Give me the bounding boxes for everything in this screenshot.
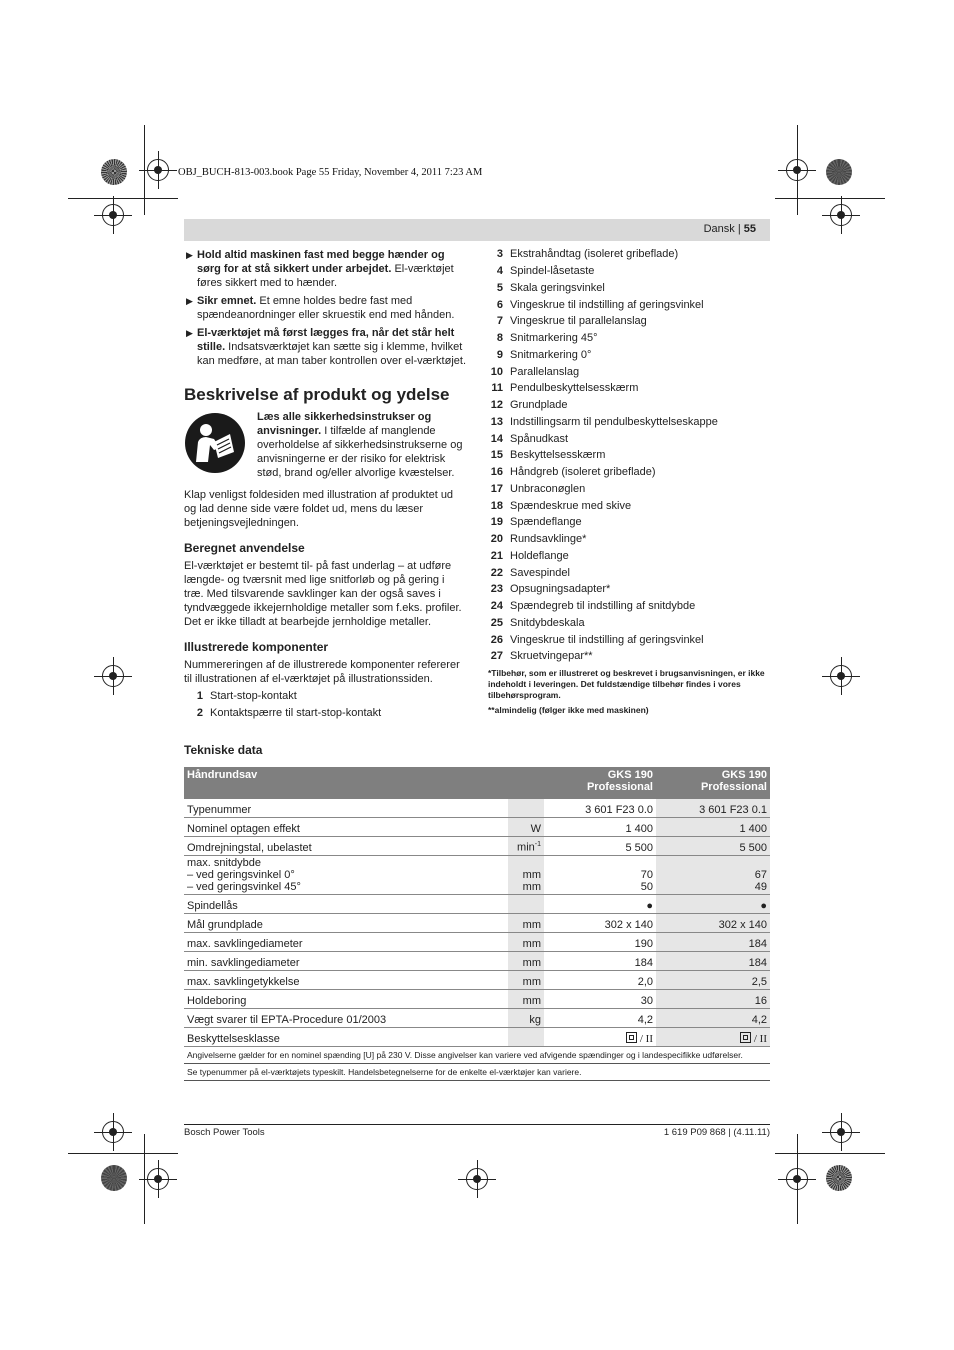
footer-doc-number: 1 619 P09 868 | (4.11.11) <box>663 1127 770 1138</box>
safety-bullet: ▶ El-værktøjet må først lægges fra, når det står helt stille. Indsatsværktøjet kan sætte sig i klemme, hvilket kan medføre, at man taber kontrollen over el-værktøjet. <box>186 327 466 367</box>
registration-mark-icon <box>102 1121 124 1143</box>
list-item: 16 Håndgreb (isoleret gribeflade) <box>490 466 656 479</box>
component-list <box>484 246 770 665</box>
table-cell: ● <box>656 895 770 914</box>
table-cell: $\min^{-1}$ <box>508 837 544 856</box>
double-insulation-icon <box>740 1032 751 1043</box>
table-cell: Typenummer <box>184 799 508 818</box>
table-cell: 184 <box>656 933 770 952</box>
list-item: 7 Vingeskrue til parallelanslag <box>496 315 647 328</box>
list-item: 10 Parallelanslag <box>490 365 580 378</box>
table-header: Håndrundsav <box>184 767 508 799</box>
table-row <box>184 837 770 856</box>
color-wheel-icon <box>826 159 852 185</box>
table-cell: 190 <box>544 933 656 952</box>
right-column <box>484 246 770 716</box>
table-cell: 5 500 <box>544 837 656 856</box>
standard-note: **almindelig (følger ikke med maskinen) <box>488 704 649 715</box>
table-footnote: Angivelserne gælder for en nominel spænding [U] på 230 V. Disse angivelser kan variere ved afvigende spændinger og i landespecifikke udførelser. <box>184 1047 770 1064</box>
list-item: 15 Beskyttelsesskærm <box>490 449 606 462</box>
table-cell: Spindellås <box>184 895 508 914</box>
list-item: 3 Ekstrahåndtag (isoleret gribeflade) <box>496 248 679 261</box>
table-cell: 184 <box>544 952 656 971</box>
table-row <box>184 1009 770 1028</box>
list-item: 6 Vingeskrue til indstilling af geringsvinkel <box>496 298 704 311</box>
list-item: 22 Savespindel <box>490 566 570 579</box>
table-row <box>184 971 770 990</box>
table-cell: 16 <box>656 990 770 1009</box>
footer-brand: Bosch Power Tools <box>184 1127 265 1138</box>
table-cell: mm <box>508 933 544 952</box>
color-wheel-icon <box>101 159 127 185</box>
registration-mark-icon <box>466 1168 488 1190</box>
accessory-note: *Tilbehør, som er illustreret og beskrevet i brugsanvisningen, er ikke indeholdt i leveringen. Det fuldstændige tilbehør findes i vores tilbehørsprogram. <box>488 667 765 700</box>
components-text: Nummereringen af de illustrerede komponenter refererer til illustrationen af el-værktøjet på illustrationssiden. <box>184 659 460 685</box>
table-header: GKS 190 Professional <box>544 767 656 799</box>
table-footnote: Se typenummer på el-værktøjets typeskilt. Handelsbetegnelserne for de enkelte el-værktøjer kan variere. <box>184 1064 770 1081</box>
list-item: 9 Snitmarkering 0° <box>496 348 592 361</box>
list-item: 12 Grundplade <box>490 399 568 412</box>
registration-mark-icon <box>830 1121 852 1143</box>
table-cell: mm <box>508 971 544 990</box>
table-cell: mm mm <box>508 856 544 895</box>
page-header: Dansk | 55 <box>184 219 770 241</box>
table-row <box>184 952 770 971</box>
table-cell: W <box>508 818 544 837</box>
table-cell: max. snitdybde – ved geringsvinkel 0° – ved geringsvinkel 45° <box>184 856 508 895</box>
use-title: Beregnet anvendelse <box>184 541 305 555</box>
table-cell: max. savklingetykkelse <box>184 971 508 990</box>
table-cell: Holdeboring <box>184 990 508 1009</box>
table-cell <box>508 1028 544 1047</box>
table-cell: 67 49 <box>656 856 770 895</box>
use-text: El-værktøjet er bestemt til- på fast underlag – at udføre længde- og tværsnit med lige snitforløb og på gering i træ. Med tilsvarende savklinger kan der også saves i tyndvæggede ikkejernholdige metaller som f.eks. profiler. <box>184 560 462 614</box>
double-insulation-icon <box>626 1032 637 1043</box>
list-item: 19 Spændeflange <box>490 516 582 529</box>
page-footer <box>184 1124 770 1138</box>
list-item: 2 Kontaktspærre til start-stop-kontakt <box>196 707 382 720</box>
registration-mark-icon <box>147 1168 169 1190</box>
color-wheel-icon <box>101 1165 127 1191</box>
table-cell: Omdrejningstal, ubelastet <box>184 837 508 856</box>
table-cell: max. savklingediameter <box>184 933 508 952</box>
safety-bullet: ▶ Hold altid maskinen fast med begge hænder og sørg for at stå sikkert under arbejdet. El-værktøjet føres sikkert med to hænder. <box>186 249 454 289</box>
table-cell: 70 50 <box>544 856 656 895</box>
table-row <box>184 895 770 914</box>
table-cell: 1 400 <box>656 818 770 837</box>
registration-mark-icon <box>830 665 852 687</box>
registration-mark-icon <box>147 159 169 181</box>
read-instructions-block: Læs alle sikkerhedsinstrukser og anvisninger. I tilfælde af manglende overholdelse af sikkerhedsinstrukserne og anvisningerne er der risiko for elektrisk stød, brand og/eller alvorlige kvæstelser. <box>184 410 466 486</box>
section-title: Beskrivelse af produkt og ydelse <box>184 385 450 404</box>
header-language: Dansk <box>703 223 735 235</box>
table-cell: mm <box>508 914 544 933</box>
table-cell: 4,2 <box>656 1009 770 1028</box>
table-row <box>184 933 770 952</box>
safety-bullet: ▶ Sikr emnet. Et emne holdes bedre fast med spændeanordninger eller skruestik end med hånden. <box>186 295 455 321</box>
list-item: 21 Holdeflange <box>490 549 569 562</box>
arrow-right-icon: ▶ <box>186 296 193 306</box>
list-item: 20 Rundsavklinge* <box>490 533 587 546</box>
table-cell: 184 <box>656 952 770 971</box>
arrow-right-icon: ▶ <box>186 250 193 260</box>
list-item: 27 Skruetvingepar** <box>490 650 593 663</box>
table-cell: Beskyttelsesklasse <box>184 1028 508 1047</box>
table-cell <box>508 799 544 818</box>
list-item: 14 Spånudkast <box>490 432 569 445</box>
table-row <box>184 1028 770 1047</box>
table-row <box>184 914 770 933</box>
table-row <box>184 856 770 895</box>
list-item: 24 Spændegreb til indstilling af snitdybde <box>490 600 696 613</box>
table-cell: 1 400 <box>544 818 656 837</box>
table-cell: Nominel optagen effekt <box>184 818 508 837</box>
list-item: 17 Unbraconøglen <box>490 482 586 495</box>
list-item: 25 Snitdybdeskala <box>490 616 585 629</box>
table-row <box>184 799 770 818</box>
table-cell: / II <box>656 1028 770 1047</box>
fold-instruction: Klap venligst foldesiden med illustration af produktet ud og lad denne side være foldet ud, mens du læser betjeningsvejledningen. <box>184 489 454 529</box>
tech-table <box>184 767 770 1081</box>
page-number: 55 <box>743 223 756 235</box>
table-row <box>184 818 770 837</box>
tech-title: Tekniske data <box>184 743 263 757</box>
table-cell: / II <box>544 1028 656 1047</box>
table-cell: Mål grundplade <box>184 914 508 933</box>
left-column <box>184 248 466 722</box>
table-cell: ● <box>544 895 656 914</box>
read-manual-icon <box>184 412 246 474</box>
table-cell: 2,0 <box>544 971 656 990</box>
table-cell: mm <box>508 990 544 1009</box>
components-title: Illustrerede komponenter <box>184 640 329 654</box>
registration-mark-icon <box>786 1168 808 1190</box>
list-item: 4 Spindel-låsetaste <box>496 265 595 278</box>
table-cell: 302 x 140 <box>544 914 656 933</box>
table-cell: min. savklingediameter <box>184 952 508 971</box>
table-cell: 2,5 <box>656 971 770 990</box>
table-cell: 5 500 <box>656 837 770 856</box>
table-cell <box>508 895 544 914</box>
list-item: 11 Pendulbeskyttelsesskærm <box>491 382 639 395</box>
table-cell: 30 <box>544 990 656 1009</box>
table-cell: mm <box>508 952 544 971</box>
list-item: 5 Skala geringsvinkel <box>496 281 605 294</box>
table-cell: 302 x 140 <box>656 914 770 933</box>
table-row <box>184 990 770 1009</box>
list-item: 13 Indstillingsarm til pendulbeskyttelseskappe <box>490 415 718 428</box>
arrow-right-icon: ▶ <box>186 328 193 338</box>
table-cell: 3 601 F23 0.0 <box>544 799 656 818</box>
registration-mark-icon <box>786 159 808 181</box>
registration-mark-icon <box>102 204 124 226</box>
table-header: GKS 190 Professional <box>656 767 770 799</box>
table-cell: 3 601 F23 0.1 <box>656 799 770 818</box>
list-item: 18 Spændeskrue med skive <box>490 499 632 512</box>
table-cell: 4,2 <box>544 1009 656 1028</box>
color-wheel-icon <box>826 1165 852 1191</box>
crop-info: OBJ_BUCH-813-003.book Page 55 Friday, November 4, 2011 7:23 AM <box>178 167 483 178</box>
component-list <box>184 688 466 722</box>
table-cell: Vægt svarer til EPTA-Procedure 01/2003 <box>184 1009 508 1028</box>
list-item: 23 Opsugningsadapter* <box>490 583 611 596</box>
use-text-2: Det er ikke tilladt at bearbejde jernholdige metaller. <box>184 616 432 628</box>
list-item: 8 Snitmarkering 45° <box>496 332 598 345</box>
registration-mark-icon <box>830 204 852 226</box>
registration-mark-icon <box>102 665 124 687</box>
table-cell: kg <box>508 1009 544 1028</box>
list-item: 26 Vingeskrue til indstilling af geringsvinkel <box>490 633 704 646</box>
list-item: 1 Start-stop-kontakt <box>196 690 297 703</box>
